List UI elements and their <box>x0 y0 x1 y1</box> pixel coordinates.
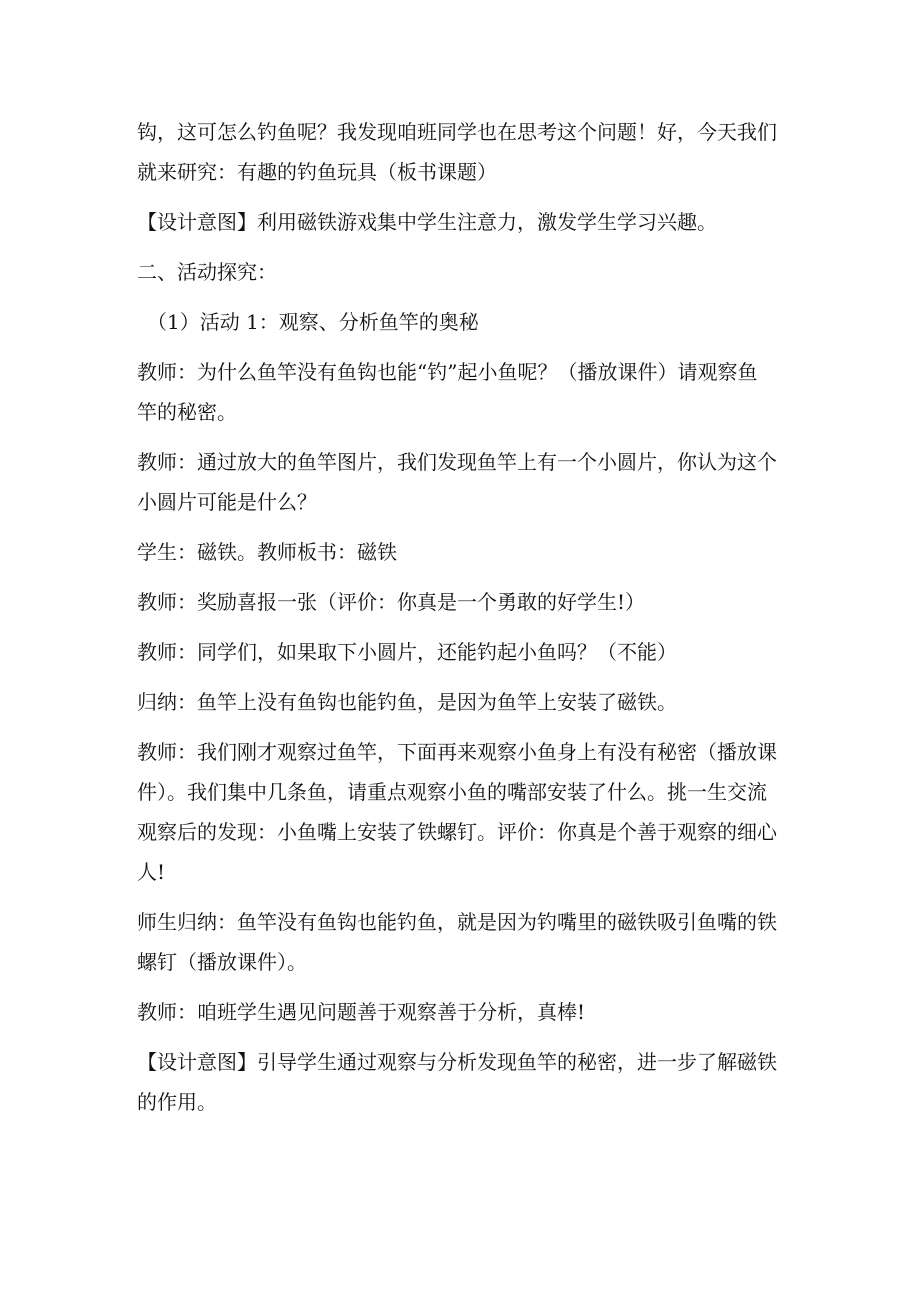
paragraph-student-answer <box>137 532 792 572</box>
text-line: 小圆片可能是什么？ <box>137 490 317 514</box>
text-line: 【设计意图】引导学生通过观察与分析发现鱼竿的秘密，进一步了解磁铁 <box>137 1050 777 1074</box>
text-line: 【设计意图】利用磁铁游戏集中学生注意力，激发学生学习兴趣。 <box>137 210 717 234</box>
text-line: 竿的秘密。 <box>137 400 237 424</box>
paragraph-teacher-followup <box>137 632 792 672</box>
text-line: 人! <box>137 860 166 884</box>
text-line: 归纳：鱼竿上没有鱼钩也能钓鱼，是因为鱼竿上安装了磁铁。 <box>137 690 677 714</box>
paragraph-design-intent-2 <box>137 1042 792 1122</box>
text-line: 教师：我们刚才观察过鱼竿，下面再来观察小鱼身上有没有秘密（播放课 <box>137 740 777 764</box>
text-line: 钩，这可怎么钓鱼呢？我发现咱班同学也在思考这个问题！好，今天我们 <box>137 120 777 144</box>
subheading-activity-1 <box>137 302 792 342</box>
text-line: 二、活动探究： <box>137 260 277 284</box>
paragraph-teacher-fish <box>137 732 792 892</box>
text-line: 教师：同学们，如果取下小圆片，还能钓起小鱼吗？（不能） <box>137 640 677 664</box>
text-line: 就来研究：有趣的钓鱼玩具（板书课题） <box>137 160 497 184</box>
paragraph-summary-2 <box>137 902 792 982</box>
text-line: 学生：磁铁。教师板书：磁铁 <box>137 540 397 564</box>
paragraph-design-intent-1 <box>137 202 792 242</box>
text-line: 教师：咱班学生遇见问题善于观察善于分析，真棒! <box>137 1000 586 1024</box>
paragraph-teacher-reward <box>137 582 792 622</box>
text-line: 观察后的发现：小鱼嘴上安装了铁螺钉。评价：你真是个善于观察的细心 <box>137 820 777 844</box>
text-line: 师生归纳：鱼竿没有鱼钩也能钓鱼，就是因为钓嘴里的磁铁吸引鱼嘴的铁 <box>137 910 777 934</box>
document-body <box>137 112 792 1132</box>
text-line: 教师：通过放大的鱼竿图片，我们发现鱼竿上有一个小圆片，你认为这个 <box>137 450 777 474</box>
section-heading-activity <box>137 252 792 292</box>
text-line: 教师：为什么鱼竿没有鱼钩也能“钓”起小鱼呢？（播放课件）请观察鱼 <box>137 360 758 384</box>
text-line: 的作用。 <box>137 1090 217 1114</box>
text-line: 教师：奖励喜报一张（评价：你真是一个勇敢的好学生!） <box>137 590 646 614</box>
text-line: 螺钉（播放课件）。 <box>137 950 307 974</box>
paragraph-teacher-picture <box>137 442 792 522</box>
paragraph-teacher-praise <box>137 992 792 1032</box>
paragraph-intro <box>137 112 792 192</box>
text-line: 件）。我们集中几条鱼，请重点观察小鱼的嘴部安装了什么。挑一生交流 <box>137 780 767 804</box>
text-line: （1）活动 1：观察、分析鱼竿的奥秘 <box>147 310 479 334</box>
paragraph-teacher-question <box>137 352 792 432</box>
paragraph-summary-1 <box>137 682 792 722</box>
